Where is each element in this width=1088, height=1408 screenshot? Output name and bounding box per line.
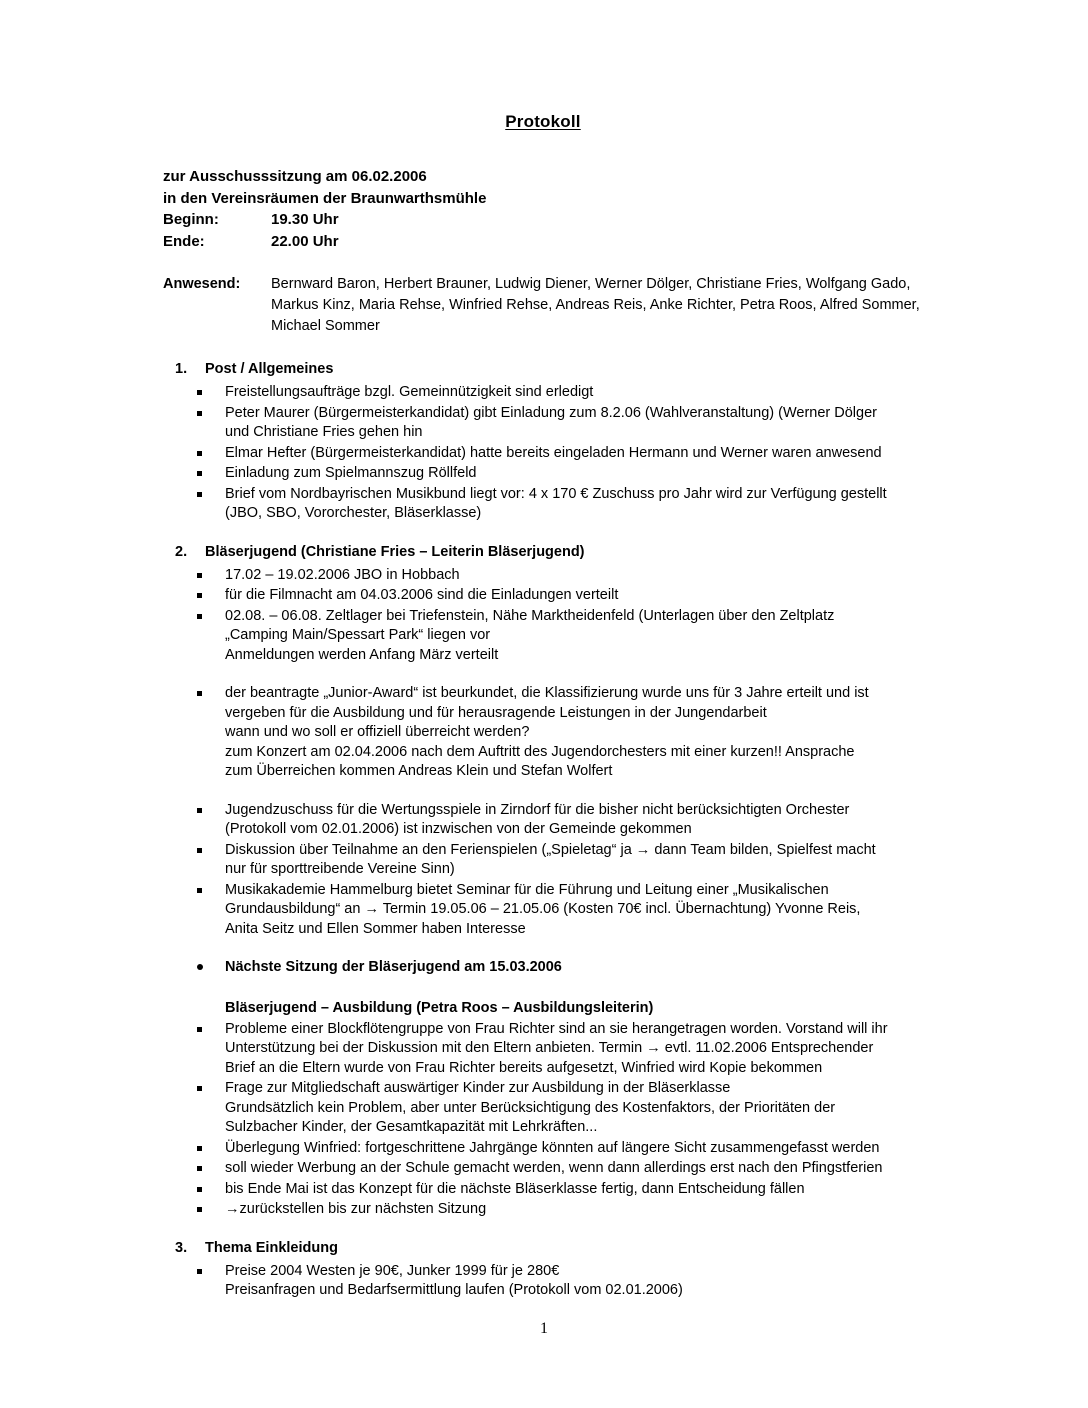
list-item-line: Preise 2004 Westen je 90€, Junker 1999 für je 280€ [225, 1262, 560, 1279]
section [163, 542, 923, 1220]
list-item-line: soll wieder Werbung an der Schule gemacht werden, wenn dann allerdings erst nach den Pfingstferien [225, 1160, 883, 1176]
list-item [163, 1262, 923, 1301]
bullet-list [163, 383, 923, 524]
list-item-line: (Protokoll vom 02.01.2006) ist inzwischen von der Gemeinde gekommen [225, 821, 692, 837]
list-item [163, 1159, 923, 1179]
bullet-list [163, 1262, 923, 1301]
square-bullet-icon [197, 451, 202, 456]
list-item [163, 566, 923, 586]
list-item-line: vergeben für die Ausbildung und für herausragende Leistungen in der Jungendarbeit [225, 704, 767, 721]
list-item-line: Nächste Sitzung der Bläserjugend am 15.03.2006 [225, 959, 562, 975]
list-item [163, 881, 923, 940]
section-number: 1. [175, 361, 188, 377]
page-title [163, 112, 923, 132]
meeting-end-row [163, 231, 923, 253]
list-item-line: Grundausbildung“ an → Termin 19.05.06 – 21.05.06 (Kosten 70€ incl. Übernachtung) Yvonne Reis, [225, 901, 861, 917]
list-item-line: 02.08. – 06.08. Zeltlager bei Triefenstein, Nähe Marktheidenfeld (Unterlagen über den Zeltplatz [225, 607, 835, 624]
list-item-line: wann und wo soll er offiziell überreicht werden? [225, 724, 530, 740]
list-item-line: Jugendzuschuss für die Wertungsspiele in Zirndorf für die bisher nicht berücksichtigten Orchester [225, 801, 850, 818]
section-heading [163, 1238, 923, 1258]
square-bullet-icon [197, 573, 202, 578]
list-item-line: Überlegung Winfried: fortgeschrittene Jahrgänge könnten auf längere Sicht zusammengefasst werden [225, 1139, 880, 1156]
list-item-line: Freistellungsaufträge bzgl. Gemeinnützigkeit sind erledigt [225, 384, 594, 400]
meeting-subject: zur Ausschusssitzung am 06.02.2006 [163, 168, 427, 185]
list-item-line: Brief an die Eltern wurde von Frau Richter bereits aufgesetzt, Winfried wird Kopie bekommen [225, 1059, 823, 1076]
square-bullet-icon [197, 1187, 202, 1192]
meeting-header [163, 166, 923, 252]
square-bullet-icon [197, 1086, 202, 1091]
list-item [163, 383, 923, 403]
list-item [163, 1079, 923, 1138]
meeting-start-value: 19.30 Uhr [271, 211, 339, 228]
list-item-line: zum Konzert am 02.04.2006 nach dem Auftritt des Jugendorchesters mit einer kurzen!! Ansprache [225, 743, 855, 760]
list-item [163, 684, 923, 782]
section-title: Thema Einkleidung [205, 1239, 338, 1256]
page-title-text: Protokoll [505, 112, 581, 131]
list-item [163, 485, 923, 524]
list-item [163, 464, 923, 484]
list-item-line: Grundsätzlich kein Problem, aber unter Berücksichtigung des Kostenfaktors, der Prioritäten der [225, 1099, 836, 1116]
meeting-end-value: 22.00 Uhr [271, 232, 339, 250]
attendees-value: Bernward Baron, Herbert Brauner, Ludwig Diener, Werner Dölger, Christiane Fries, Wolfgang Gado, Markus Kinz, Maria Rehse, Winfried Rehse, Andreas Reis, Anke Richter, Petra Roos, Alfred Sommer, Michael Sommer [271, 276, 920, 334]
section-title: Bläserjugend (Christiane Fries – Leiterin Bläserjugend) [205, 543, 585, 560]
subsection-title: Bläserjugend – Ausbildung (Petra Roos – Ausbildungsleiterin) [225, 999, 654, 1016]
meeting-location: in den Vereinsräumen der Braunwarthsmühle [163, 189, 487, 207]
section-number: 3. [175, 1239, 188, 1256]
attendees-block [163, 274, 923, 337]
list-item-line: Anmeldungen werden Anfang März verteilt [225, 646, 499, 663]
square-bullet-icon [197, 691, 202, 696]
section [163, 1238, 923, 1301]
document-body [163, 112, 923, 1302]
square-bullet-icon [197, 848, 202, 853]
list-item [163, 841, 923, 880]
list-item-line: bis Ende Mai ist das Konzept für die nächste Bläserklasse fertig, dann Entscheidung fällen [225, 1180, 805, 1197]
list-item-line: Musikakademie Hammelburg bietet Seminar für die Führung und Leitung einer „Musikalischen [225, 881, 829, 898]
list-item [163, 444, 923, 464]
square-bullet-icon [197, 888, 202, 893]
list-item-line: Elmar Hefter (Bürgermeisterkandidat) hatte bereits eingeladen Hermann und Werner waren anwesend [225, 444, 882, 461]
list-item [163, 1200, 923, 1220]
section-heading [163, 542, 923, 562]
list-item [163, 607, 923, 666]
round-bullet-icon [197, 964, 203, 970]
section [163, 359, 923, 524]
list-item-line: Probleme einer Blockflötengruppe von Frau Richter sind an sie herangetragen worden. Vorstand will ihr [225, 1020, 888, 1037]
section-number: 2. [175, 543, 188, 560]
square-bullet-icon [197, 614, 202, 619]
list-item-line: Unterstützung bei der Diskussion mit den Eltern anbieten. Termin → evtl. 11.02.2006 Entsprechender [225, 1040, 874, 1056]
meeting-end-label: Ende: [163, 232, 205, 250]
list-item-line: „Camping Main/Spessart Park“ liegen vor [225, 627, 491, 643]
list-item-line: →zurückstellen bis zur nächsten Sitzung [225, 1201, 487, 1217]
list-item-line: zum Überreichen kommen Andreas Klein und Stefan Wolfert [225, 763, 613, 779]
square-bullet-icon [197, 1269, 202, 1274]
square-bullet-icon [197, 1207, 202, 1212]
list-item-line: Sulzbacher Kinder, der Gesamtkapazität mit Lehrkräften... [225, 1119, 598, 1135]
meeting-start-row [163, 209, 923, 231]
list-item-line: Diskussion über Teilnahme an den Ferienspielen („Spieletag“ ja → dann Team bilden, Spielfest macht [225, 841, 876, 858]
square-bullet-icon [197, 1027, 202, 1032]
list-item [163, 801, 923, 840]
list-item [163, 404, 923, 443]
list-item-line: Brief vom Nordbayrischen Musikbund liegt vor: 4 x 170 € Zuschuss pro Jahr wird zur Verfügung gestellt [225, 485, 887, 502]
list-item-line: Anita Seitz und Ellen Sommer haben Interesse [225, 920, 526, 937]
list-item-line: nur für sporttreibende Vereine Sinn) [225, 861, 455, 877]
square-bullet-icon [197, 808, 202, 813]
attendees-label: Anwesend: [163, 276, 241, 292]
list-item-line: für die Filmnacht am 04.03.2006 sind die Einladungen verteilt [225, 587, 619, 603]
square-bullet-icon [197, 471, 202, 476]
list-item-line: 17.02 – 19.02.2006 JBO in Hobbach [225, 566, 460, 583]
list-item [163, 1139, 923, 1159]
square-bullet-icon [197, 492, 202, 497]
list-item [163, 958, 923, 978]
meeting-start-label: Beginn: [163, 211, 219, 228]
square-bullet-icon [197, 1166, 202, 1171]
section-title: Post / Allgemeines [205, 361, 334, 377]
list-item [163, 1020, 923, 1079]
list-item-line: Peter Maurer (Bürgermeisterkandidat) gibt Einladung zum 8.2.06 (Wahlveranstaltung) (Werner Dölger [225, 404, 877, 421]
square-bullet-icon [197, 390, 202, 395]
sections-container [163, 359, 923, 1301]
list-item-line: der beantragte „Junior-Award“ ist beurkundet, die Klassifizierung wurde uns für 3 Jahre erteilt und ist [225, 685, 869, 701]
list-item-line: Einladung zum Spielmannszug Röllfeld [225, 465, 477, 481]
bullet-list [163, 566, 923, 978]
section-heading [163, 359, 923, 379]
list-item-line: und Christiane Fries gehen hin [225, 424, 423, 440]
list-item-line: (JBO, SBO, Vororchester, Bläserklasse) [225, 505, 482, 521]
bullet-list [163, 1020, 923, 1220]
square-bullet-icon [197, 411, 202, 416]
list-item-line: Frage zur Mitgliedschaft auswärtiger Kinder zur Ausbildung in der Bläserklasse [225, 1080, 731, 1096]
square-bullet-icon [197, 1146, 202, 1151]
list-item-line: Preisanfragen und Bedarfsermittlung laufen (Protokoll vom 02.01.2006) [225, 1282, 683, 1298]
square-bullet-icon [197, 593, 202, 598]
page-number: 1 [540, 1320, 548, 1337]
list-item [163, 1180, 923, 1200]
list-item [163, 586, 923, 606]
